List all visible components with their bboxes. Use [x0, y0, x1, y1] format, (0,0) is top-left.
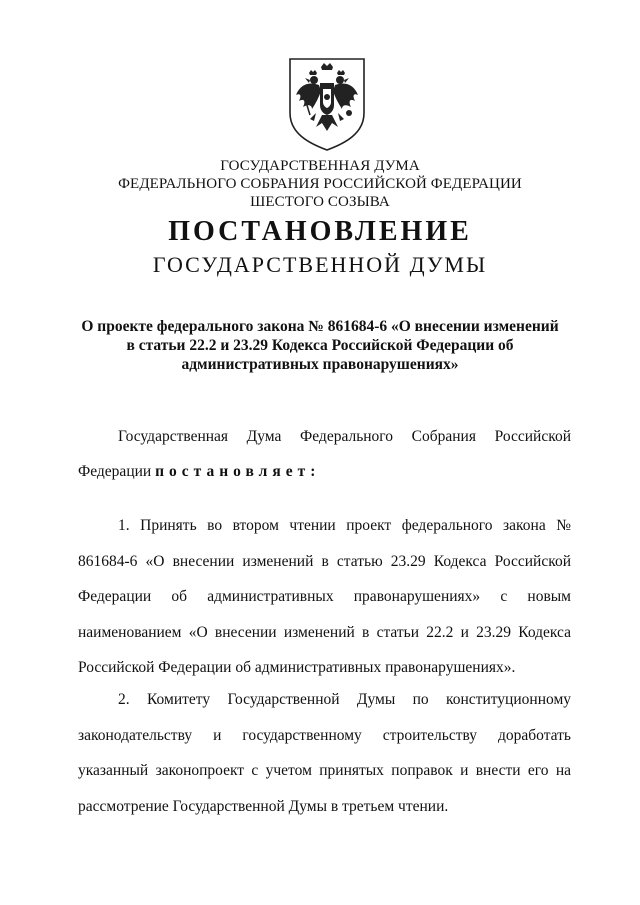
coat-of-arms-emblem	[286, 55, 368, 153]
item-2-text: Комитету Государственной Думы по конституционному законодательству и государственному строительству доработать указанный законопроект с учетом принятых поправок и внести его на рассмотрение Государственной Думы в третьем чтении.	[78, 691, 571, 815]
decision-item-1	[78, 508, 571, 686]
document-title: ПОСТАНОВЛЕНИЕ	[168, 216, 472, 247]
header-line-3: ШЕСТОГО СОЗЫВА	[250, 194, 390, 210]
issuing-body-header	[0, 157, 640, 211]
document-subject: О проекте федерального закона № 861684-6 «О внесении изменений в статьи 22.2 и 23.29 Кодекса Российской Федерации об административных правонарушениях»	[81, 318, 559, 373]
document-subtitle: ГОСУДАРСТВЕННОЙ ДУМЫ	[152, 252, 488, 277]
item-2-number: 2.	[118, 691, 130, 708]
decision-item-2	[78, 682, 571, 824]
double-headed-eagle-icon	[286, 55, 368, 153]
item-1-text: Принять во втором чтении проект федерального закона № 861684-6 «О внесении изменений в статью 23.29 Кодекса Российской Федерации об административных правонарушениях» с новым наименованием «О внесении изменений в статьи 22.2 и 23.29 Кодекса Российской Федерации об административных правонарушениях».	[78, 517, 572, 676]
preamble-paragraph	[78, 419, 571, 489]
header-line-2: ФЕДЕРАЛЬНОГО СОБРАНИЯ РОССИЙСКОЙ ФЕДЕРАЦИИ	[118, 176, 522, 192]
preamble-verb: постановляет:	[155, 463, 321, 480]
item-1-number: 1.	[118, 517, 130, 534]
preamble-text: Государственная Дума Федерального Собрания Российской Федерации	[78, 428, 571, 480]
header-line-1: ГОСУДАРСТВЕННАЯ ДУМА	[220, 158, 420, 174]
